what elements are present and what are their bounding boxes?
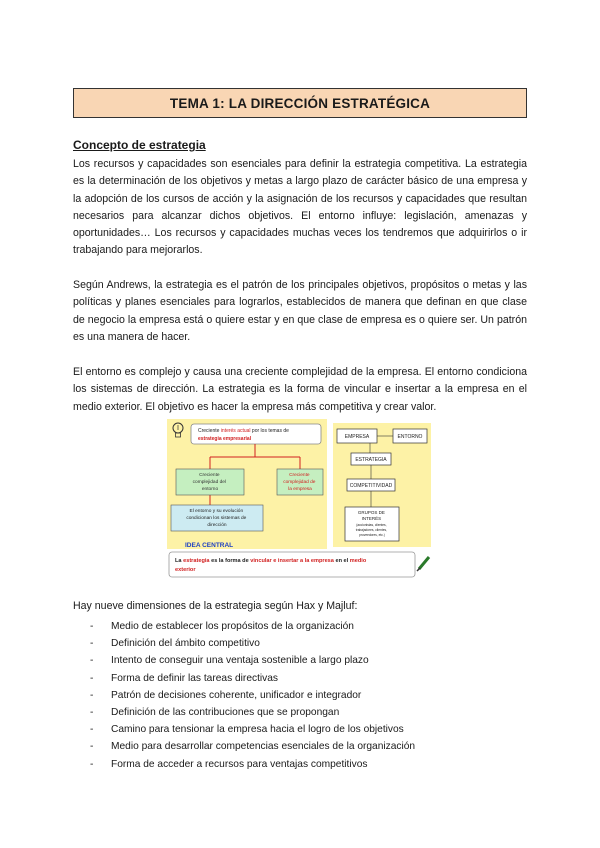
dimensions-list bbox=[73, 618, 415, 773]
list-item: - Camino para tensionar la empresa hacia el logro de los objetivos bbox=[90, 724, 404, 736]
strategy-diagram bbox=[165, 419, 435, 581]
idea-line1: La estrategia es la forma de vincular e insertar a la empresa en el medio bbox=[175, 558, 367, 564]
list-item: - Definición de las contribuciones que se propongan bbox=[90, 706, 340, 718]
list-item: - Definición del ámbito competitivo bbox=[90, 638, 260, 650]
top-note-line2: estrategia empresarial bbox=[198, 436, 252, 442]
idea-central-box bbox=[169, 552, 415, 577]
list-item: - Patrón de decisiones coherente, unificador e integrador bbox=[90, 689, 362, 701]
box-left-text: Creciente complejidad del entorno bbox=[192, 473, 226, 492]
label-estrategia: ESTRATEGIA bbox=[355, 457, 387, 463]
dimensions-intro: Hay nueve dimensiones de la estrategia según Hax y Majluf: bbox=[73, 600, 358, 612]
list-item: - Intento de conseguir una ventaja sostenible a largo plazo bbox=[90, 655, 369, 667]
box-bottom-text: El entorno y su evolución condicionan los sistemas de dirección bbox=[186, 509, 247, 528]
list-item: - Forma de acceder a recursos para ventajas competitivos bbox=[90, 758, 368, 770]
idea-line2: exterior bbox=[175, 567, 196, 573]
paragraph-3: El entorno es complejo y causa una creciente complejidad de la empresa. El entorno condiciona los sistemas de dirección. La estrategia es la forma de vincular e insertar a la empresa en el medio exterior. El objetivo es hacer la empresa más competitiva y crear valor. bbox=[73, 366, 527, 413]
paragraph-2: Según Andrews, la estrategia es el patrón de los principales objetivos, propósitos o metas y las políticas y planes esenciales para lograrlos, establecidos de manera que definan en que clase de negocio la empresa está o quiere estar y en que clase de empresa es o quiere ser. Un patrón es una manera de hacer. bbox=[73, 279, 527, 343]
list-item: - Forma de definir las tareas directivas bbox=[90, 672, 279, 684]
section-heading: Concepto de estrategia bbox=[73, 138, 206, 152]
top-note-line1: Creciente interés actual por los temas de bbox=[198, 428, 289, 434]
label-entorno: ENTORNO bbox=[397, 434, 423, 440]
label-competitividad: COMPETITIVIDAD bbox=[349, 483, 393, 489]
box-right-text: Creciente complejidad de la empresa bbox=[283, 473, 316, 492]
label-empresa: EMPRESA bbox=[344, 434, 370, 440]
list-item: - Medio para desarrollar competencias esenciales de la organización bbox=[90, 741, 416, 753]
page-title bbox=[73, 88, 527, 118]
title-text: TEMA 1: LA DIRECCIÓN ESTRATÉGICA bbox=[169, 95, 431, 111]
list-item: - Medio de establecer los propósitos de la organización bbox=[90, 621, 354, 632]
paragraph-1: Los recursos y capacidades son esenciales para definir la estrategia competitiva. La estrategia es la determinación de los objetivos y metas a largo plazo de carácter básico de una empresa y la adopción de los cursos de acción y la asignación de los recursos y capacidades que resultan necesarios para alcanzar dichos objetivos. El entorno influye: legislación, amenazas y oportunidades… Los recursos y capacidades muchas veces los tendremos que adquirirlos o ir trabajando para mejorarlos. bbox=[73, 158, 527, 257]
pencil-icon bbox=[417, 557, 429, 571]
idea-central-label: IDEA CENTRAL bbox=[185, 542, 234, 549]
label-grupos: GRUPOS DE INTERÉS (accionistas, clientes, trabajadores, clientes, proveedores, etc.) bbox=[355, 510, 387, 537]
